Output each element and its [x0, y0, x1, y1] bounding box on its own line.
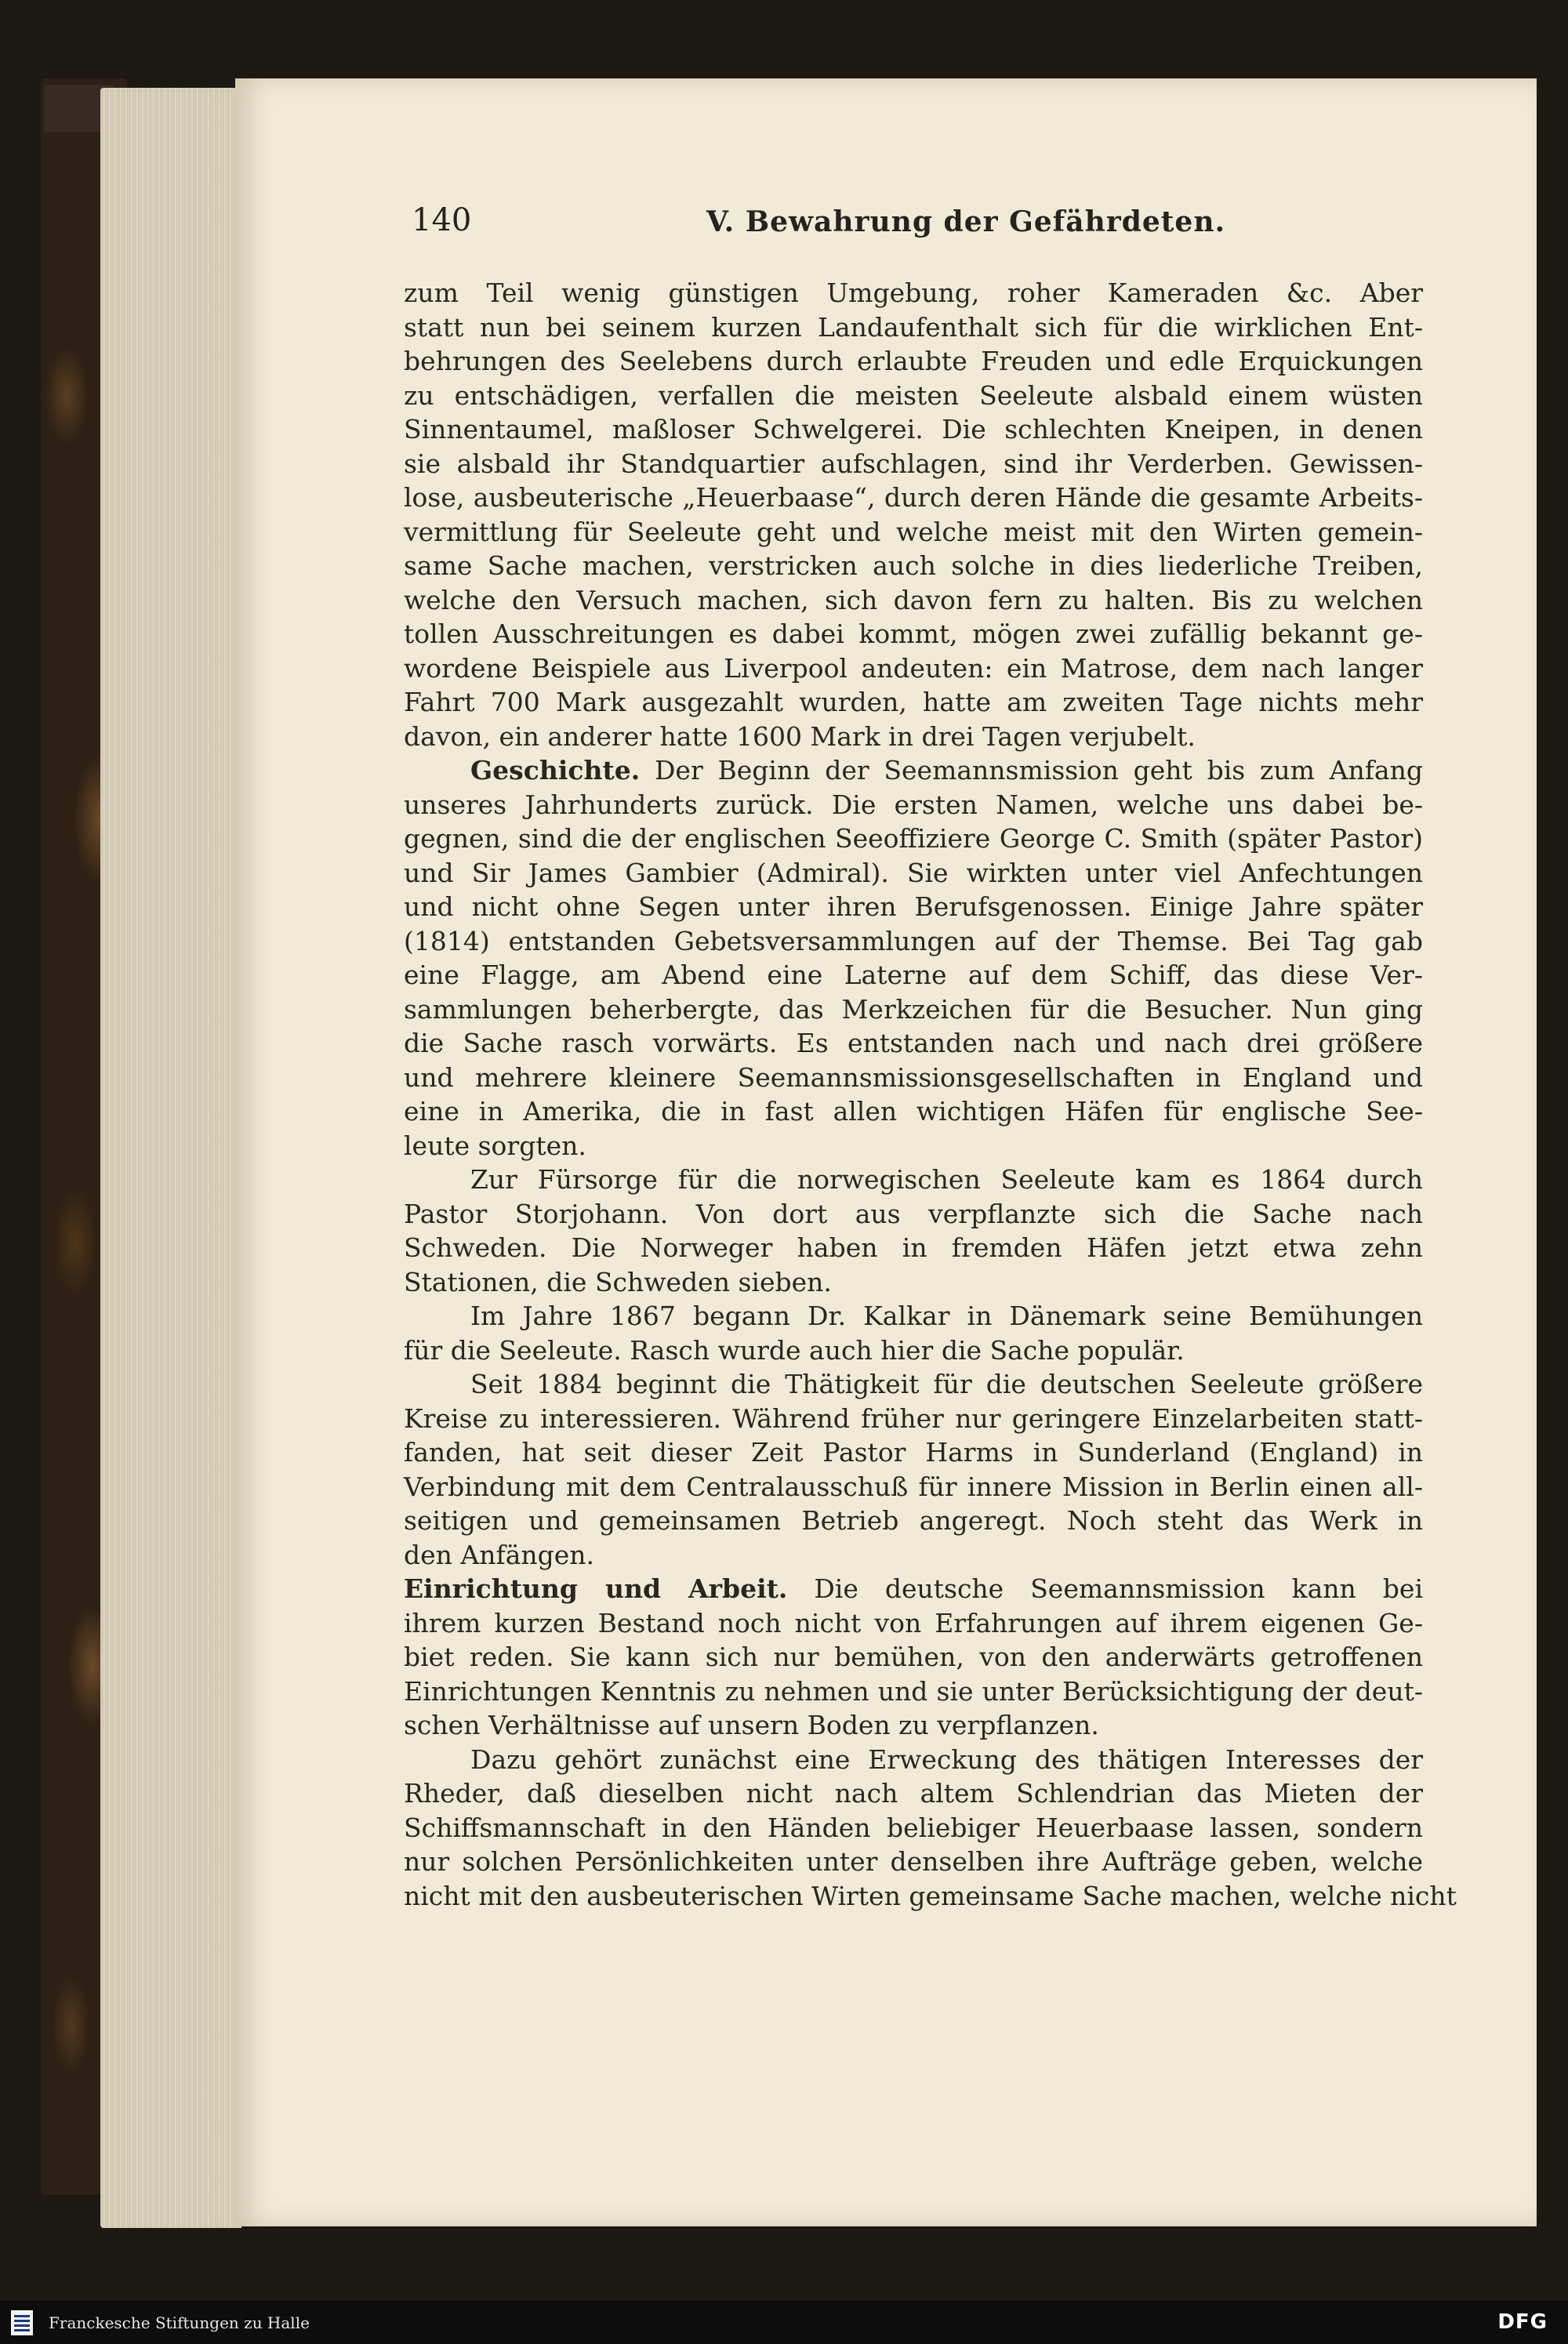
line-text: den Anfängen. — [404, 1539, 595, 1570]
text-line — [404, 549, 1423, 583]
line-text: und nicht ohne Segen unter ihren Berufsgenossen. Einige Jahre später — [404, 891, 1423, 922]
text-line — [404, 1094, 1423, 1129]
text-line — [404, 720, 1423, 754]
line-text: sammlungen beherbergte, das Merkzeichen für die Besucher. Nun ging — [404, 993, 1423, 1025]
line-text: zum Teil wenig günstigen Umgebung, roher Kameraden &c. Aber — [404, 278, 1423, 308]
line-text: Die deutsche Seemannsmission kann bei — [814, 1573, 1423, 1604]
line-text: Pastor Storjohann. Von dort aus verpflanzte sich die Sache nach — [404, 1198, 1423, 1229]
line-text: leute sorgten. — [404, 1130, 586, 1161]
line-text: Fahrt 700 Mark ausgezahlt wurden, hatte am zweiten Tage nichts mehr — [404, 687, 1423, 717]
line-text: lose, ausbeuterische „Heuerbaase“, durch deren Hände die gesamte Arbeits- — [404, 482, 1423, 513]
text-line — [404, 1470, 1423, 1504]
page-number: 140 — [412, 202, 472, 238]
text-line — [404, 958, 1423, 992]
text-line — [404, 379, 1423, 413]
text-line — [404, 1265, 1423, 1300]
text-line — [404, 1333, 1423, 1368]
line-text: ihrem kurzen Bestand noch nicht von Erfahrungen auf ihrem eigenen Ge- — [404, 1607, 1423, 1638]
line-text: same Sache machen, verstricken auch solche in dies liederliche Treiben, — [404, 550, 1423, 581]
text-line — [404, 1845, 1423, 1879]
text-line — [404, 1061, 1423, 1095]
line-text: Schweden. Die Norweger haben in fremden Häfen jetzt etwa zehn — [404, 1232, 1423, 1263]
text-line — [404, 1197, 1423, 1232]
text-line — [404, 1367, 1423, 1402]
text-line — [404, 651, 1423, 686]
text-line — [404, 1402, 1423, 1436]
line-text: biet reden. Sie kann sich nur bemühen, von den anderwärts getroffenen — [404, 1642, 1423, 1672]
line-text: Sinnentaumel, maßloser Schwelgerei. Die schlechten Kneipen, in denen — [404, 414, 1423, 444]
text-line — [404, 753, 1423, 788]
text-line — [404, 617, 1423, 651]
text-line — [404, 1879, 1457, 1914]
text-line — [404, 890, 1423, 924]
text-line — [404, 1026, 1423, 1061]
line-text: die Sache rasch vorwärts. Es entstanden nach und nach drei größere — [404, 1028, 1423, 1058]
line-text: Seit 1884 beginnt die Thätigkeit für die deutschen Seeleute größere — [470, 1369, 1423, 1399]
text-line — [404, 1743, 1423, 1777]
line-text: gegnen, sind die der englischen Seeoffiziere George C. Smith (später Pastor) — [404, 823, 1423, 854]
line-text: fanden, hat seit dieser Zeit Pastor Harms in Sunderland (England) in — [404, 1437, 1423, 1468]
line-text: tollen Ausschreitungen es dabei kommt, mögen zwei zufällig bekannt ge- — [404, 619, 1423, 649]
text-line — [404, 1231, 1423, 1265]
line-text: wordene Beispiele aus Liverpool andeuten: ein Matrose, dem nach langer — [404, 652, 1423, 684]
text-line — [404, 344, 1423, 379]
text-line — [404, 515, 1423, 550]
body-text — [404, 276, 1457, 1913]
text-line — [404, 583, 1423, 618]
line-text: davon, ein anderer hatte 1600 Mark in drei Tagen verjubelt. — [404, 720, 1196, 752]
line-text: nicht mit den ausbeuterischen Wirten gemeinsame Sache machen, welche nicht — [404, 1880, 1457, 1911]
line-text: seitigen und gemeinsamen Betrieb angeregt. Noch steht das Werk in — [404, 1505, 1423, 1536]
text-line — [404, 276, 1423, 310]
line-text: unseres Jahrhunderts zurück. Die ersten Namen, welche uns dabei be- — [404, 789, 1423, 820]
line-text: vermittlung für Seeleute geht und welche meist mit den Wirten gemein- — [404, 516, 1423, 547]
line-text: eine in Amerika, die in fast allen wichtigen Häfen für englische See- — [404, 1096, 1423, 1127]
text-line — [404, 856, 1423, 891]
line-text: eine Flagge, am Abend eine Laterne auf dem Schiff, das diese Ver- — [404, 960, 1423, 990]
text-line — [404, 1640, 1423, 1675]
text-line — [404, 1299, 1423, 1333]
text-line — [404, 1129, 1423, 1163]
line-text: behrungen des Seelebens durch erlaubte Freuden und edle Erquickungen — [404, 346, 1423, 376]
line-text: schen Verhältnisse auf unsern Boden zu verpflanzen. — [404, 1710, 1099, 1740]
line-text: Rheder, daß dieselben nicht nach altem Schlendrian das Mieten der — [404, 1778, 1423, 1809]
text-line — [404, 1538, 1423, 1573]
text-line — [404, 1163, 1423, 1197]
line-text: und mehrere kleinere Seemannsmissionsgesellschaften in England und — [404, 1061, 1423, 1093]
line-text: Dazu gehört zunächst eine Erweckung des thätigen Interesses der — [470, 1743, 1423, 1775]
text-line — [404, 1776, 1423, 1811]
line-text: (1814) entstanden Gebetsversammlungen auf der Themse. Bei Tag gab — [404, 925, 1423, 956]
text-line — [404, 1811, 1423, 1845]
text-line — [404, 685, 1423, 720]
line-text: Der Beginn der Seemannsmission geht bis zum Anfang — [654, 755, 1423, 786]
page-edges — [100, 88, 241, 2228]
line-text: nur solchen Persönlichkeiten unter denselben ihre Aufträge geben, welche — [404, 1846, 1423, 1877]
running-title: V. Bewahrung der Gefährdeten. — [706, 205, 1226, 238]
section-heading: Geschichte. — [470, 755, 641, 786]
francke-logo-icon — [9, 2309, 34, 2337]
line-text: Kreise zu interessieren. Während früher nur geringere Einzelarbeiten statt- — [404, 1402, 1423, 1434]
line-text: Verbindung mit dem Centralausschuß für innere Mission in Berlin einen all- — [404, 1471, 1423, 1502]
institution-name: Franckesche Stiftungen zu Halle — [49, 2313, 310, 2332]
text-line — [404, 1675, 1423, 1709]
text-line — [404, 1708, 1423, 1743]
viewer-footer — [0, 2301, 1568, 2344]
line-text: Schiffsmannschaft in den Händen beliebiger Heuerbaase lassen, sondern — [404, 1812, 1423, 1843]
text-line — [404, 788, 1423, 822]
line-text: welche den Versuch machen, sich davon fern zu halten. Bis zu welchen — [404, 584, 1423, 615]
line-text: Zur Fürsorge für die norwegischen Seeleute kam es 1864 durch — [470, 1164, 1423, 1195]
line-text: Im Jahre 1867 begann Dr. Kalkar in Dänemark seine Bemühungen — [470, 1301, 1423, 1331]
line-text: für die Seeleute. Rasch wurde auch hier die Sache populär. — [404, 1334, 1185, 1366]
line-text: zu entschädigen, verfallen die meisten Seeleute alsbald einem wüsten — [404, 379, 1423, 411]
text-line — [404, 992, 1423, 1027]
line-text: sie alsbald ihr Standquartier aufschlagen, sind ihr Verderben. Gewissen- — [404, 448, 1423, 479]
text-line — [404, 412, 1423, 447]
text-line — [404, 481, 1423, 515]
text-line — [404, 1504, 1423, 1538]
line-text: Stationen, die Schweden sieben. — [404, 1266, 832, 1297]
text-line — [404, 1606, 1423, 1641]
dfg-logo-icon: DFG — [1497, 2310, 1548, 2334]
text-line — [404, 1572, 1423, 1606]
page-header — [412, 202, 1474, 249]
text-line — [404, 310, 1423, 345]
line-text: und Sir James Gambier (Admiral). Sie wirkten unter viel Anfechtungen — [404, 857, 1423, 888]
text-line — [404, 822, 1423, 856]
text-line — [404, 447, 1423, 481]
section-heading: Einrichtung und Arbeit. — [404, 1573, 788, 1604]
text-line — [404, 1435, 1423, 1470]
line-text: Einrichtungen Kenntnis zu nehmen und sie unter Berücksichtigung der deut- — [404, 1675, 1423, 1707]
line-text: statt nun bei seinem kurzen Landaufenthalt sich für die wirklichen Ent- — [404, 311, 1423, 343]
text-line — [404, 924, 1423, 959]
